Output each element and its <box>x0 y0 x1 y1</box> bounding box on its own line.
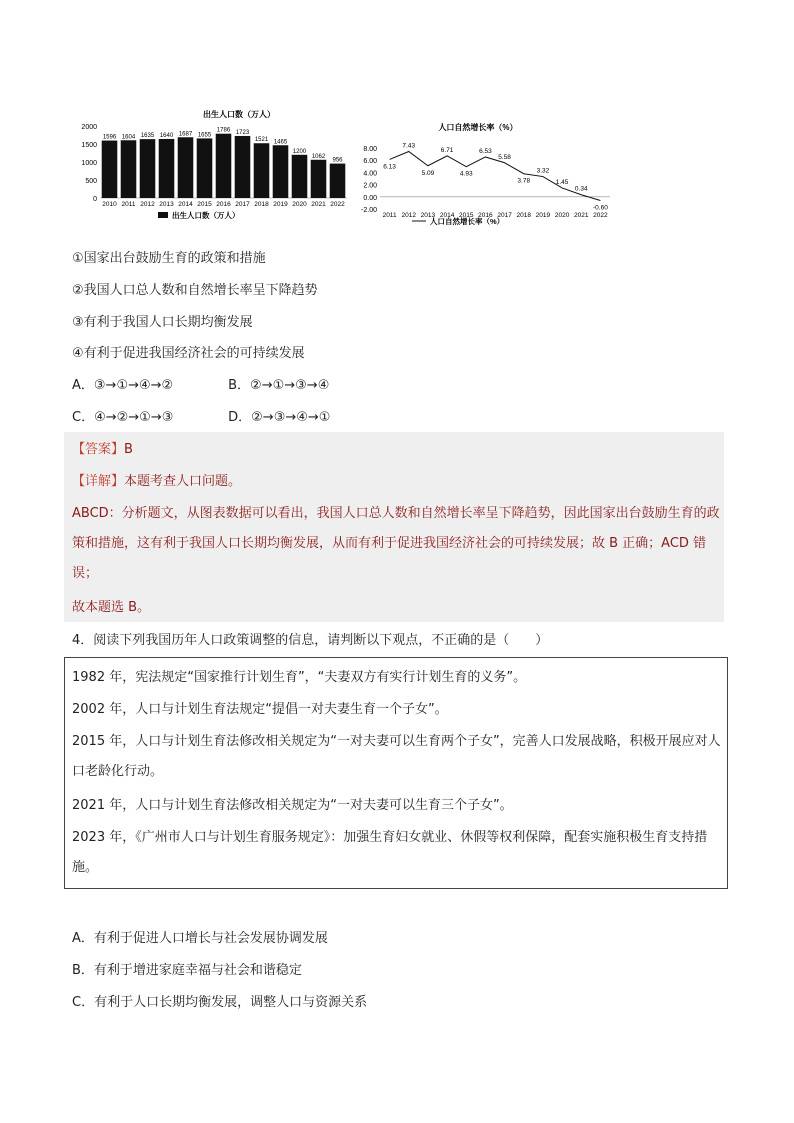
point-value-label: 0.34 <box>574 185 588 193</box>
bar-value-label: 1635 <box>140 133 155 140</box>
option-d[interactable]: D．②→③→④→① <box>228 410 331 425</box>
bar-value-label: 1723 <box>235 129 250 136</box>
option-c[interactable]: C．④→②→①→③ <box>72 410 174 425</box>
bar <box>254 143 270 198</box>
point-value-label: 5.09 <box>421 169 435 177</box>
answer-tag: 【答案】 <box>72 442 125 457</box>
bar <box>216 134 232 198</box>
question-4-stem: 4．阅读下列我国历年人口政策调整的信息，请判断以下观点，不正确的是（ ） <box>72 633 549 648</box>
analysis-text: ABCD：分析题文，从图表数据可以看出，我国人口总人数和自然增长率呈下降趋势，因此国家出台鼓励生育的政策和措施，这有利于我国人口长期均衡发展，从而有利于促进我国经济社会的可持续发展；故 B 正确；ACD 错误； <box>72 506 720 581</box>
x-tick-label: 2015 <box>197 201 212 208</box>
x-tick-label: 2011 <box>121 201 136 208</box>
x-tick-label: 2017 <box>235 201 250 208</box>
x-tick-label: 2010 <box>102 201 117 208</box>
answer-value: B <box>124 442 133 457</box>
policy-2023: 2023 年，《广州市人口与计划生育服务规定》：加强生育妇女就业、休假等权利保障，配套实施积极生育支持措施。 <box>72 830 708 875</box>
point-value-label: 3.78 <box>517 177 531 185</box>
line-chart-title: 人口自然增长率（%） <box>438 123 518 132</box>
x-tick-label: 2011 <box>382 212 397 219</box>
statement-1: ①国家出台鼓励生育的政策和措施 <box>72 251 266 266</box>
bar <box>235 136 251 198</box>
x-tick-label: 2020 <box>292 201 307 208</box>
bar-value-label: 1200 <box>292 148 307 155</box>
bar <box>273 145 289 198</box>
x-tick-label: 2012 <box>140 201 155 208</box>
q4-option-b[interactable]: B．有利于增进家庭幸福与社会和谐稳定 <box>72 963 302 978</box>
point-value-label: 6.71 <box>440 146 454 154</box>
x-tick-label: 2013 <box>420 212 436 219</box>
point-value-label: 6.53 <box>479 147 492 155</box>
birth-population-bar-chart <box>72 104 352 228</box>
bar <box>311 160 327 198</box>
bar <box>140 139 156 198</box>
bar <box>197 138 213 198</box>
bar-value-label: 1687 <box>178 131 193 138</box>
natural-growth-rate-line-chart <box>352 118 632 228</box>
y-tick-label: 500 <box>85 178 97 185</box>
x-tick-label: 2015 <box>459 212 474 219</box>
bar <box>178 137 194 198</box>
y-tick-label: 8.00 <box>363 146 377 153</box>
bar-value-label: 1596 <box>102 134 117 141</box>
legend-swatch <box>158 212 168 218</box>
x-tick-label: 2012 <box>401 212 416 219</box>
x-tick-label: 2013 <box>159 201 174 208</box>
x-tick-label: 2021 <box>574 212 589 219</box>
bar <box>330 164 346 198</box>
x-tick-label: 2014 <box>178 201 193 208</box>
x-tick-label: 2014 <box>439 212 455 219</box>
detail-text: 本题考查人口问题。 <box>124 474 242 489</box>
y-tick-label: 1000 <box>81 160 97 167</box>
option-a[interactable]: A．③→①→④→② <box>72 378 174 393</box>
x-tick-label: 2022 <box>593 212 608 219</box>
x-tick-label: 2016 <box>478 212 493 219</box>
conclusion-text: 故本题选 B。 <box>72 600 151 615</box>
y-tick-label: 6.00 <box>363 158 377 166</box>
bar-value-label: 1465 <box>273 139 288 146</box>
point-value-label: 1.45 <box>555 178 569 186</box>
answer-line <box>72 441 133 459</box>
policy-2015: 2015 年，人口与计划生育法修改相关规定为“一对夫妻可以生育两个子女”，完善人口发展战略，积极开展应对人口老龄化行动。 <box>72 734 721 779</box>
x-tick-label: 2021 <box>311 201 326 208</box>
y-tick-label: 1500 <box>81 142 97 149</box>
bar-value-label: 1604 <box>121 134 136 141</box>
x-tick-label: 2019 <box>273 201 288 208</box>
point-value-label: 3.32 <box>536 167 550 175</box>
x-tick-label: 2017 <box>497 212 512 219</box>
x-tick-label: 2020 <box>554 212 570 219</box>
point-value-label: 5.58 <box>498 153 511 161</box>
statement-2: ②我国人口总人数和自然增长率呈下降趋势 <box>72 283 318 298</box>
x-tick-label: 2016 <box>216 201 231 208</box>
policy-2002: 2002 年，人口与计划生育法规定“提倡一对夫妻生育一个子女”。 <box>72 702 448 717</box>
bar-value-label: 1655 <box>197 132 212 139</box>
bar <box>159 139 175 198</box>
bar-value-label: 1786 <box>216 127 231 134</box>
policy-1982: 1982 年，宪法规定“国家推行计划生育”，“夫妻双方有实行计划生育的义务”。 <box>72 670 527 685</box>
statement-4: ④有利于促进我国经济社会的可持续发展 <box>72 346 305 361</box>
y-tick-label: 0 <box>93 196 97 203</box>
y-tick-label: 2000 <box>81 124 97 131</box>
x-tick-label: 2022 <box>330 201 345 208</box>
bar-value-label: 1640 <box>159 132 174 139</box>
legend-label: 出生人口数（万人） <box>172 211 240 220</box>
y-tick-label: -2.00 <box>361 207 377 214</box>
point-value-label: 7.43 <box>402 142 416 150</box>
y-tick-label: 2.00 <box>363 182 377 190</box>
q4-option-a[interactable]: A．有利于促进人口增长与社会发展协调发展 <box>72 931 328 946</box>
point-value-label: 6.13 <box>383 163 396 171</box>
y-tick-label: 0.00 <box>363 194 377 202</box>
bar <box>102 141 118 198</box>
options-row-2 <box>72 409 330 427</box>
bar-chart-title: 出生人口数（万人） <box>203 110 275 119</box>
x-tick-label: 2018 <box>516 212 531 219</box>
point-value-label: -0.60 <box>593 204 608 212</box>
y-tick-label: 4.00 <box>363 170 377 178</box>
x-tick-label: 2019 <box>535 212 551 219</box>
detail-line <box>72 473 241 491</box>
bar <box>121 140 137 198</box>
option-b[interactable]: B．②→①→③→④ <box>228 378 330 393</box>
bar-value-label: 1521 <box>254 137 269 144</box>
detail-tag: 【详解】 <box>72 474 125 489</box>
q4-option-c[interactable]: C．有利于人口长期均衡发展，调整人口与资源关系 <box>72 995 368 1010</box>
statement-3: ③有利于我国人口长期均衡发展 <box>72 315 253 330</box>
bar-value-label: 1062 <box>311 153 326 160</box>
policy-2021: 2021 年，人口与计划生育法修改相关规定为“一对夫妻可以生育三个子女”。 <box>72 798 513 813</box>
bar-value-label: 956 <box>332 157 343 164</box>
legend-label: 人口自然增长率（%） <box>430 217 505 226</box>
point-value-label: 4.93 <box>459 170 473 178</box>
x-tick-label: 2018 <box>254 201 269 208</box>
bar <box>292 155 308 198</box>
options-row-1 <box>72 377 329 395</box>
